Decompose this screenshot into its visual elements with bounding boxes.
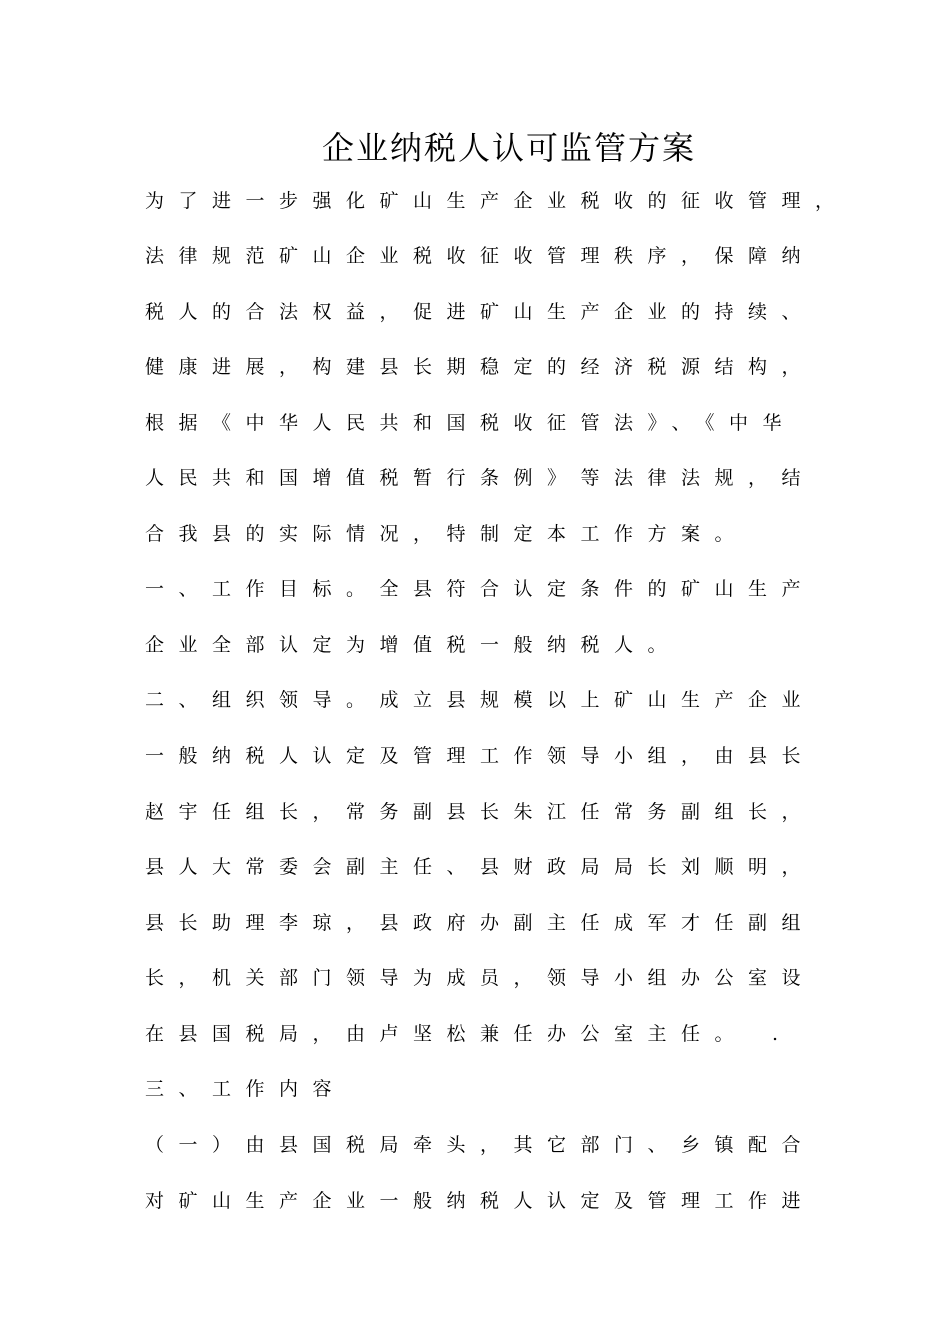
document-title: 企业纳税人认可监管方案: [321, 129, 696, 167]
body-line-11: 一般纳税人认定及管理工作领导小组，由县长: [145, 745, 816, 767]
body-line-19: 对矿山生产企业一般纳税人认定及管理工作进: [145, 1190, 816, 1212]
body-line-10: 二、组织领导。成立县规模以上矿山生产企业: [145, 689, 816, 711]
body-line-4: 健康进展，构建县长期稳定的经济税源结构，: [145, 356, 816, 378]
body-line-5: 根据《中华人民共和国税收征管法》、《中华: [145, 412, 797, 434]
body-line-8: 一、工作目标。全县符合认定条件的矿山生产: [145, 578, 816, 600]
body-line-18: （一）由县国税局牵头，其它部门、乡镇配合: [145, 1134, 816, 1156]
body-line-15: 长，机关部门领导为成员，领导小组办公室设: [145, 967, 816, 989]
body-line-17: 三、工作内容: [145, 1078, 347, 1100]
body-line-2: 法律规范矿山企业税收征收管理秩序，保障纳: [145, 245, 816, 267]
body-line-7: 合我县的实际情况，特制定本工作方案。: [145, 523, 749, 545]
body-line-13: 县人大常委会副主任、县财政局局长刘顺明，: [145, 856, 816, 878]
body-line-16: 在县国税局，由卢坚松兼任办公室主任。 .: [145, 1023, 793, 1045]
body-line-3: 税人的合法权益，促进矿山生产企业的持续、: [145, 301, 816, 323]
body-line-1: 为了进一步强化矿山生产企业税收的征收管理，: [145, 190, 849, 212]
body-line-9: 企业全部认定为增值税一般纳税人。: [145, 634, 682, 656]
body-line-14: 县长助理李琼，县政府办副主任成军才任副组: [145, 912, 816, 934]
body-line-12: 赵宇任组长，常务副县长朱江任常务副组长，: [145, 801, 816, 823]
body-line-6: 人民共和国增值税暂行条例》等法律法规，结: [145, 467, 816, 489]
